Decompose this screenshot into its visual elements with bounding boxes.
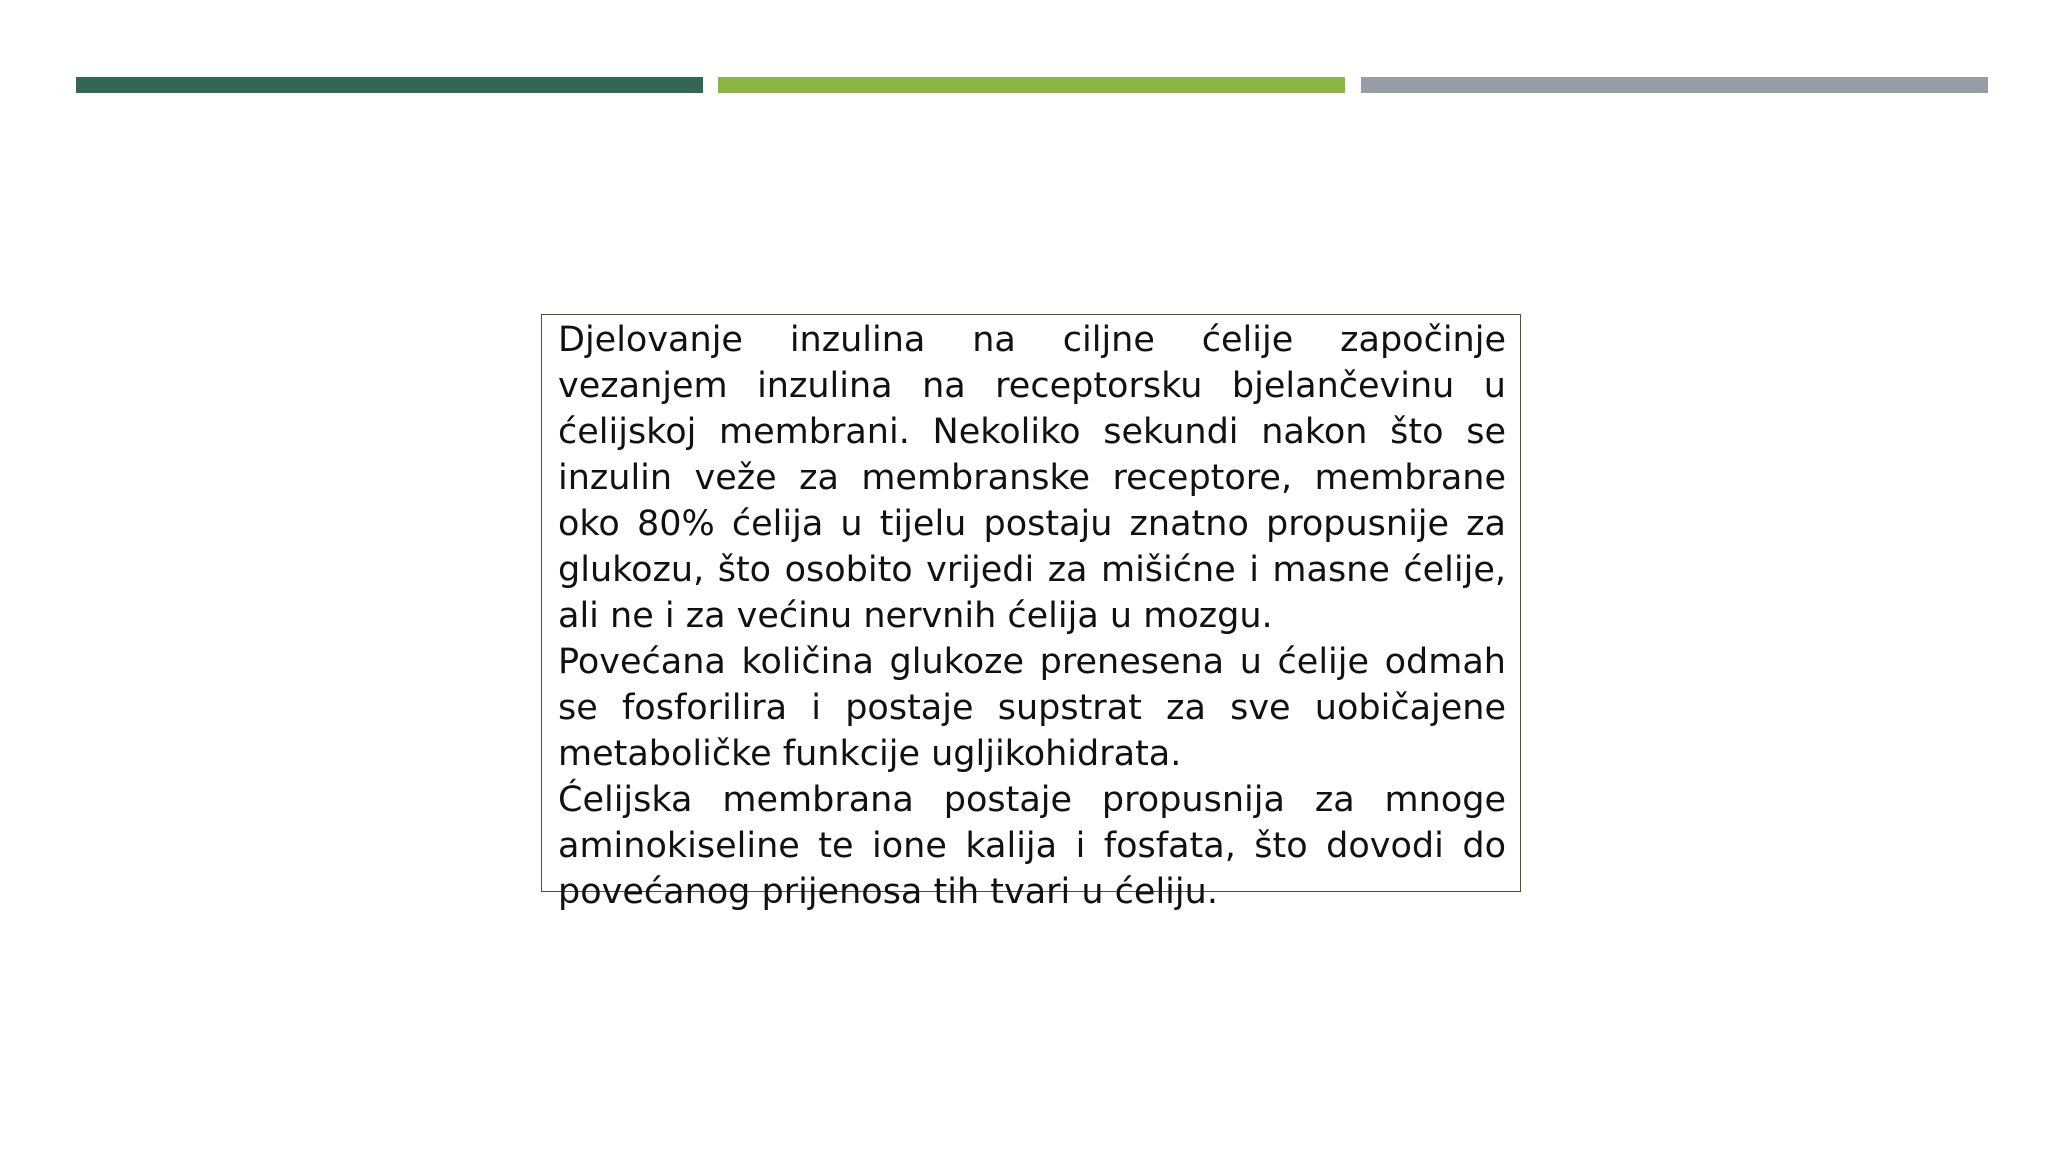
accent-bar-light-green [718,77,1345,93]
body-text [558,317,1506,915]
paragraph-membrane-permeability: Ćelijska membrana postaje propusnija za mnoge aminokiseline te ione kalija i fosfata, što dovodi do povećanog prijenosa tih tvari u ćeliju. [558,780,1506,912]
accent-bar-dark-green [76,77,703,93]
text-box [541,314,1521,912]
paragraph-glucose-phosphorylation: Povećana količina glukoze prenesena u ćelije odmah se fosforilira i postaje supstrat za sve uobičajene metaboličke funkcije ugljikohidrata. [558,642,1506,774]
paragraph-insulin-binding: Djelovanje inzulina na ciljne ćelije započinje vezanjem inzulina na receptorsku bjelančevinu u ćelijskoj membrani. Nekoliko sekundi nakon što se inzulin veže za membranske receptore, membrane oko 80% ćelija u tijelu postaju znatno propusnije za glukozu, što osobito vrijedi za mišićne i masne ćelije, ali ne i za većinu nervnih ćelija u mozgu. [558,320,1506,636]
accent-bar-gray [1361,77,1988,93]
